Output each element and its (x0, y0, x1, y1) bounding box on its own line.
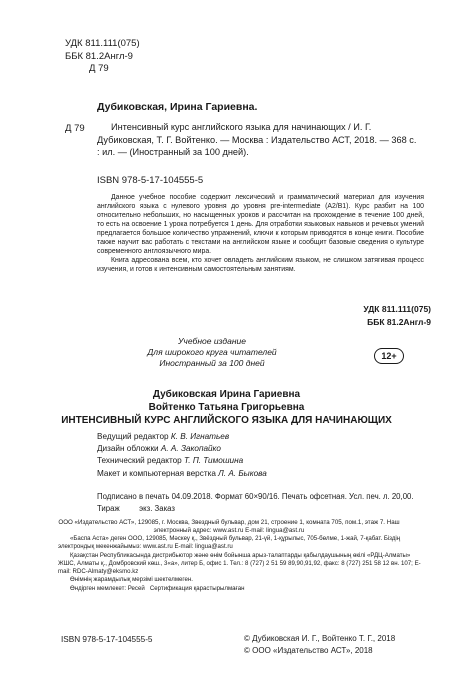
staff-role: Макет и компьютерная верстка (97, 468, 216, 478)
staff-role: Технический редактор (97, 456, 182, 466)
edition-type: Учебное издание (178, 336, 246, 346)
distribution-paragraph-4: Өндірген мемлекет: Ресей Сертификация қарастырылмаған (70, 584, 245, 592)
catalog-description-text: Интенсивный курс английского языка для начинающих / И. Г. Дубиковская, Т. Г. Войтенко. — Москва : Издательство АСТ, 2018. — 368 с. : ил. — (Иностранный за 100 дней). (97, 122, 417, 157)
edition-series: Иностранный за 100 дней (159, 358, 265, 369)
distribution-paragraph-2: Қазақстан Республикасында дистрибьютор және өнім бойынша арыз-талаптарды қабылдаушының өкілі «РДЦ-Алматы» ЖШС, Алматы қ., Домбровский көш., 3«а», литер Б, офис 1. Тел.: 8 (727) 2 51 59 89,90,91,92, факс: 8 (727) 251 58 12 вн. 107; E-mail: RDC-Almaty@eksmo.kz (58, 551, 421, 576)
edition-audience: Для широкого круга читателей (147, 347, 277, 358)
udc-block-right (363, 303, 431, 329)
distribution-paragraph-1: «Баспа Аста» деген ООО, 129085, Мәскеу қ., Звёздный бульвар, 21-үй, 1-құрылыс, 705-бөлме, 1-жай, 7-қабат. Біздің электрондық мекенжайымыз: www.ast.ru E-mail: lingua@ast.ru (58, 535, 401, 551)
author-mark: Д 79 (89, 63, 109, 74)
print-signed: Подписано в печать 04.09.2018. Формат 60×90/16. Печать офсетная. Усл. печ. л. 20,00. (97, 492, 414, 501)
staff-layout (97, 468, 267, 480)
authors-title-block (60, 388, 393, 427)
udk-code: УДК 811.111(075) (65, 38, 140, 49)
copyright-block (244, 633, 395, 657)
annotation-paragraph-2: Книга адресована всем, кто хочет овладеть английским языком, не слишком затягивая процесс изучения, и готов к интенсивным самостоятельным занятиям. (97, 257, 424, 273)
author-2: Войтенко Татьяна Григорьевна (148, 402, 305, 413)
annotation (97, 193, 424, 274)
distribution-paragraph-3: Өнімнің жарамдылық мерзімі шектелмеген. (70, 576, 193, 584)
staff-name: Л. А. Быкова (218, 468, 267, 478)
print-info (97, 491, 414, 515)
staff-name: К. В. Игнатьев (170, 432, 230, 441)
staff-lead-editor (97, 431, 267, 443)
book-title: ИНТЕНСИВНЫЙ КУРС АНГЛИЙСКОГО ЯЗЫКА ДЛЯ НАЧИНАЮЩИХ (61, 415, 392, 426)
publisher-address: ООО «Издательство АСТ», 129085, г. Москва, Звездный бульвар, дом 21, строение 1, комната 705, пом.1, этаж 7. Наш электронный адрес: www.ast.ru E-mail: lingua@ast.ru (58, 519, 400, 534)
catalog-isbn: ISBN 978-5-17-104555-5 (97, 175, 204, 186)
catalog-author: Дубиковская, Ирина Гариевна. (97, 101, 258, 113)
editorial-staff (97, 431, 267, 480)
udk-code-right: УДК 811.111(075) (363, 304, 431, 314)
catalog-description (97, 121, 419, 159)
staff-role: Ведущий редактор (97, 432, 169, 441)
author-1: Дубиковская Ирина Гариевна (152, 389, 301, 400)
annotation-paragraph-1: Данное учебное пособие содержит лексический и грамматический материал для изучения английского языка с нулевого уровня до уровня pre-intermediate (A2/B1). Курс разбит на 100 относительно небольших, но насыщенных уроков и рассчитан на прохождение в течение 100 дней, то есть на освоение 1 урока потребуется 1 день. Для отработки языковых навыков и речевых умений предлагается большое количество упражнений, ключи к которым приводятся в конце книги. Пособие также научит вас работать с текстами на английском языке и сообщит базовые сведения о культуре современного англоязычного мира. (97, 194, 424, 255)
staff-name: А. А. Закопайко (160, 444, 221, 454)
footer-isbn: ISBN 978-5-17-104555-5 (61, 635, 153, 644)
staff-cover-design (97, 443, 267, 455)
catalog-author-mark: Д 79 (65, 123, 85, 134)
copyright-publisher: © ООО «Издательство АСТ», 2018 (244, 646, 373, 655)
copyright-authors: © Дубиковская И. Г., Войтенко Т. Г., 2018 (244, 634, 396, 643)
udc-block-top (65, 38, 140, 76)
staff-tech-editor (97, 455, 267, 467)
bbk-code: ББК 81.2Англ-9 (65, 50, 133, 62)
bbk-code-right: ББК 81.2Англ-9 (367, 317, 431, 327)
staff-role: Дизайн обложки (97, 444, 159, 454)
staff-name: Т. П. Тимошина (184, 456, 244, 466)
print-run: Тираж экз. Заказ (97, 504, 175, 513)
distribution-info (58, 535, 426, 593)
age-rating-badge: 12+ (374, 348, 404, 364)
edition-info (97, 336, 327, 370)
